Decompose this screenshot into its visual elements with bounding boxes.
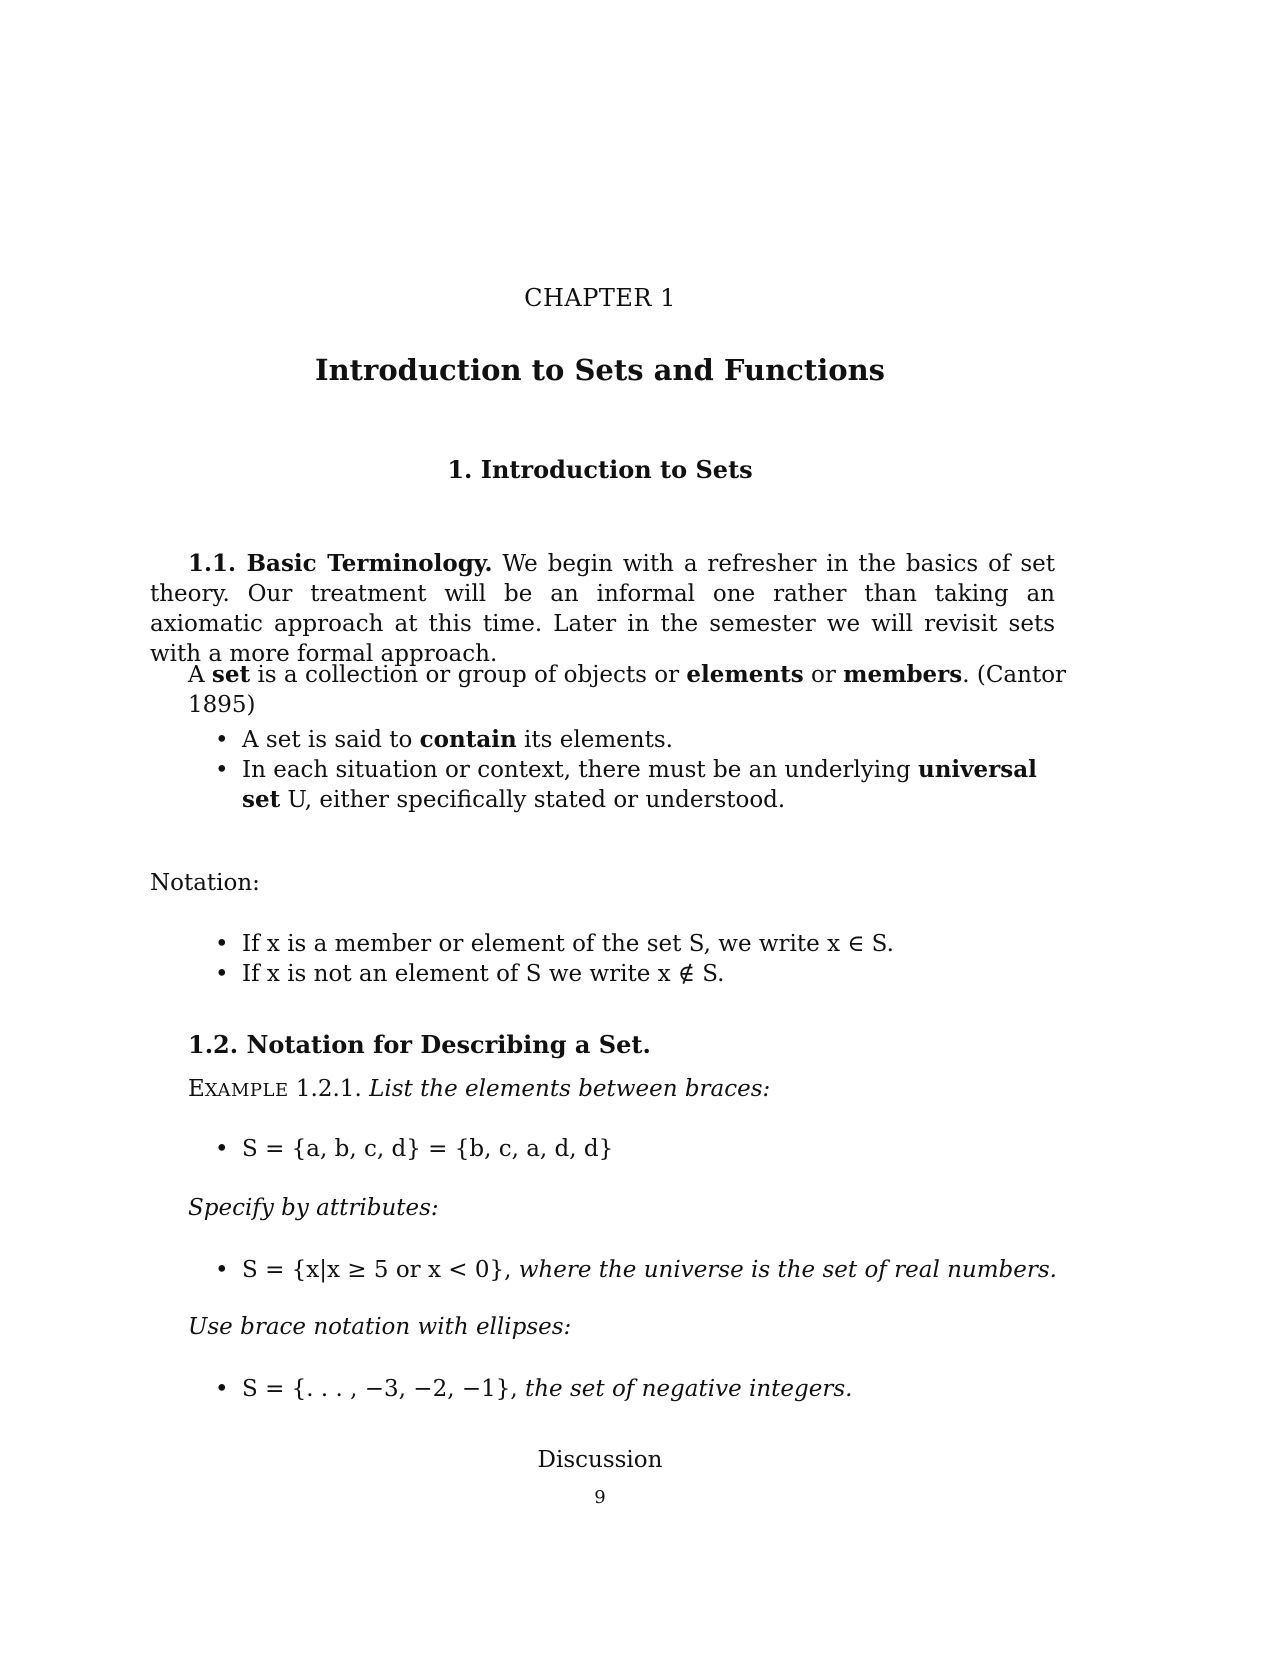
- bullet-icon: •: [215, 727, 229, 753]
- chapter-label: CHAPTER 1: [524, 284, 676, 312]
- example-text: List the elements between braces:: [369, 1076, 771, 1102]
- list-item: [215, 929, 1060, 959]
- list-item-text: where the universe is the set of real numbers.: [518, 1257, 1057, 1283]
- bullet-icon: •: [215, 931, 229, 957]
- section-title: 1. Introduction to Sets: [447, 455, 753, 484]
- term-members: members: [843, 661, 963, 688]
- intro-text: We begin with a refresher in the basics of set theory. Our treatment will be an informal one rather than taking an axiomatic approach at this time. Later in the semester we will revisit sets with a more formal approach.: [150, 551, 1056, 667]
- term-set: set: [211, 661, 251, 688]
- subsection-heading-1-1: 1.1. Basic Terminology.: [188, 550, 493, 577]
- math-expression: S = {. . . , −3, −2, −1},: [242, 1376, 525, 1402]
- ellipsis-label: Use brace notation with ellipses:: [188, 1314, 572, 1340]
- list-item-text: If x is a member or element of the set S, we write x ∈ S.: [242, 931, 894, 957]
- bullet-icon: •: [215, 961, 229, 987]
- subsection-heading-1-2: 1.2. Notation for Describing a Set.: [188, 1030, 651, 1059]
- page-number: 9: [594, 1487, 606, 1508]
- example-list-braces: [215, 1134, 1060, 1164]
- discussion-label: Discussion: [537, 1447, 663, 1473]
- list-item-text: the set of negative integers.: [525, 1376, 853, 1402]
- example-list-ellipsis: [215, 1374, 1060, 1404]
- list-item: [215, 959, 1060, 989]
- example-label: E: [188, 1076, 205, 1102]
- terminology-list: [215, 725, 1060, 815]
- list-item-text: In each situation or context, there must be an underlying: [242, 757, 918, 783]
- bullet-icon: •: [215, 1136, 229, 1162]
- example-label: XAMPLE: [204, 1080, 289, 1101]
- example-list-attributes: [215, 1255, 1060, 1285]
- term-contain: contain: [419, 726, 517, 753]
- term-universal-set: universal set: [242, 756, 1037, 813]
- list-item-text: its elements.: [516, 727, 673, 753]
- math-expression: S = {x|x ≥ 5 or x < 0},: [242, 1257, 519, 1283]
- definition-text: A: [188, 662, 212, 688]
- specify-label: Specify by attributes:: [188, 1195, 439, 1221]
- math-expression: S = {a, b, c, d} = {b, c, a, d, d}: [242, 1136, 614, 1162]
- list-item-text: If x is not an element of S we write x ∉ S.: [242, 961, 725, 987]
- list-item: [215, 1255, 1060, 1285]
- chapter-title: Introduction to Sets and Functions: [315, 353, 885, 387]
- bullet-icon: •: [215, 1376, 229, 1402]
- list-item: [215, 755, 1060, 815]
- bullet-icon: •: [215, 1257, 229, 1283]
- intro-paragraph: [150, 549, 1055, 669]
- example-number: 1.2.1.: [288, 1076, 370, 1102]
- bullet-icon: •: [215, 757, 229, 783]
- list-item: [215, 725, 1060, 755]
- notation-label: Notation:: [150, 870, 260, 896]
- definition-text: . (Cantor 1895): [188, 662, 1067, 718]
- set-definition: [188, 660, 1068, 720]
- definition-text: or: [803, 662, 844, 688]
- list-item-text: U, either specifically stated or understood.: [280, 787, 786, 813]
- list-item: [215, 1374, 1060, 1404]
- definition-text: is a collection or group of objects or: [250, 662, 687, 688]
- list-item-text: A set is said to: [242, 727, 420, 753]
- list-item: [215, 1134, 1060, 1164]
- term-elements: elements: [686, 661, 804, 688]
- notation-list: [215, 929, 1060, 989]
- example-heading: [188, 1076, 770, 1102]
